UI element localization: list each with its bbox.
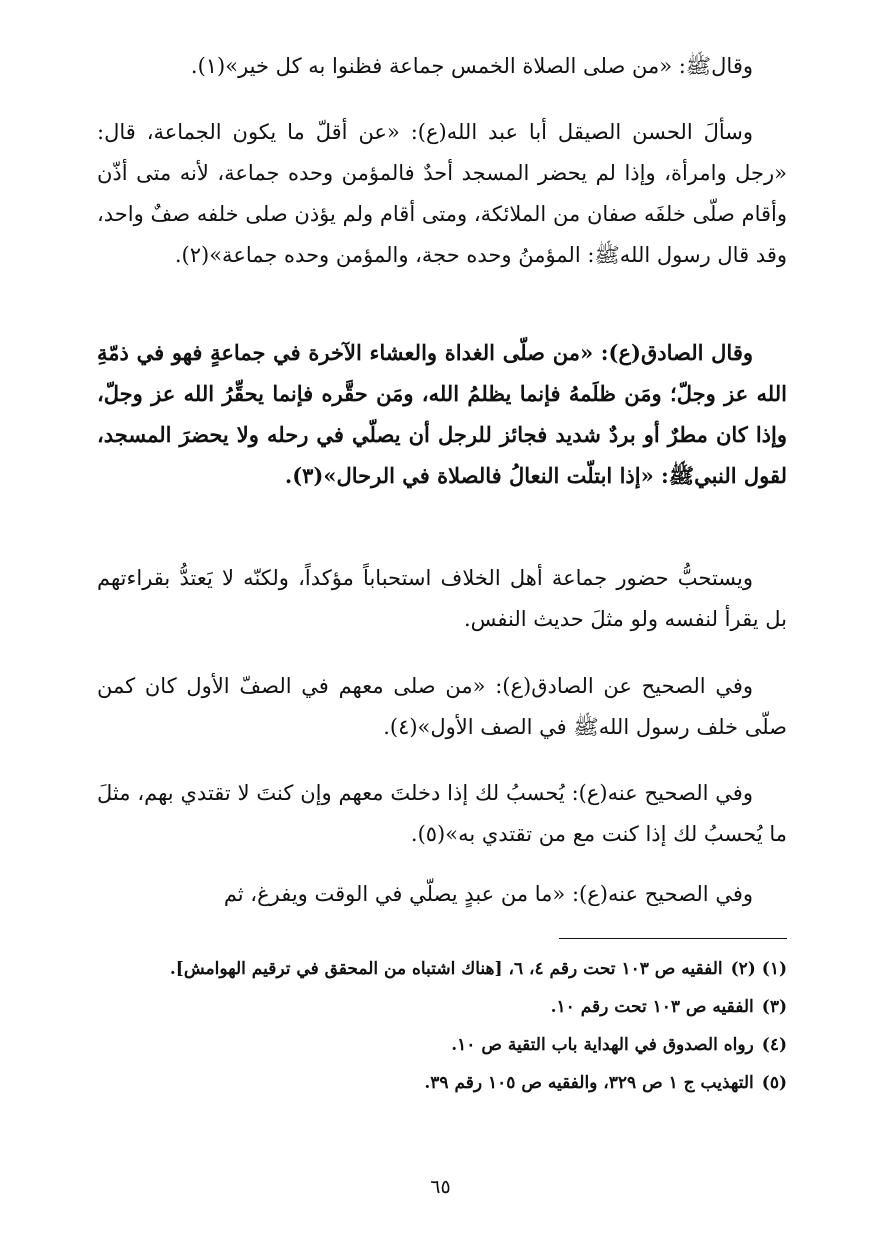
paragraph-5 (97, 666, 787, 748)
footnote-mark: (٥) (761, 1073, 787, 1093)
footnote-text: رواه الصدوق في الهداية باب التقية ص ١٠. (451, 1035, 754, 1055)
footnote-mark: (٤) (761, 1035, 787, 1055)
paragraph-3 (97, 332, 787, 496)
footnote-5 (97, 1068, 787, 1098)
footnote-4 (97, 1030, 787, 1060)
footnotes (97, 954, 787, 1106)
paragraph-1 (97, 46, 787, 87)
paragraph-2-text: وسألَ الحسن الصيقل أبا عبد الله(ع): «عن أقلّ ما يكون الجماعة، قال: «رجل وامرأة، وإذا لم يحضر المسجد أحدٌ فالمؤمن وحده جماعة، لأنه متى أذّن وأقام صلّى خلفَه صفان من الملائكة، ومتى أقام ولم يؤذن صلى خلفه صفٌ واحد، وقد قال رسول اللهﷺ: المؤمنُ وحده حجة، والمؤمن وحده جماعة»(٢). (97, 120, 787, 267)
paragraph-4-text: ويستحبُّ حضور جماعة أهل الخلاف استحباباً مؤكداً، ولكنّه لا يَعتدُّ بقراءتهم بل يقرأ لنفسه ولو مثلَ حديث النفس. (97, 566, 787, 631)
footnote-mark: (١) (٢) (730, 959, 787, 979)
footnote-mark: (٣) (761, 997, 787, 1017)
footnote-3 (97, 992, 787, 1022)
paragraph-6 (97, 773, 787, 855)
paragraph-2 (97, 112, 787, 276)
paragraph-3-text: وقال الصادق(ع): «من صلّى الغداة والعشاء الآخرة في جماعةٍ فهو في ذمّةِ الله عز وجلّ؛ ومَن ظلَمهُ فإنما يظلمُ الله، ومَن حقَّره فإنما يحقِّرُ الله عز وجلّ، وإذا كان مطرٌ أو بردٌ شديد فجائز للرجل أن يصلّي في رحله ولا يحضرَ المسجد، لقول النبيﷺ: «إذا ابتلّت النعالُ فالصلاة في الرحال»(٣). (97, 340, 787, 488)
footnote-separator (559, 938, 787, 939)
paragraph-7 (97, 874, 787, 915)
paragraph-1-text: وقالﷺ: «من صلى الصلاة الخمس جماعة فظنوا به كل خير»(١). (190, 54, 753, 78)
paragraph-4 (97, 558, 787, 640)
paragraph-6-text: وفي الصحيح عنه(ع): يُحسبُ لك إذا دخلتَ معهم وإن كنتَ لا تقتدي بهم، مثلَ ما يُحسبُ لك إذا كنت مع من تقتدي به»(٥). (97, 781, 787, 846)
paragraph-5-text: وفي الصحيح عن الصادق(ع): «من صلى معهم في الصفّ الأول كان كمن صلّى خلف رسول اللهﷺ في الصف الأول»(٤). (97, 674, 787, 739)
page-number: ٦٥ (430, 1176, 451, 1198)
paragraph-7-text: وفي الصحيح عنه(ع): «ما من عبدٍ يصلّي في الوقت ويفرغ، ثم (223, 882, 753, 906)
footnote-text: الفقيه ص ١٠٣ تحت رقم ٤، ٦، [هناك اشتباه من المحقق في ترقيم الهوامش]. (169, 959, 723, 979)
footnote-1-2 (97, 954, 787, 984)
footnote-text: التهذيب ج ١ ص ٣٢٩، والفقيه ص ١٠٥ رقم ٣٩. (424, 1073, 754, 1093)
footnote-text: الفقيه ص ١٠٣ تحت رقم ١٠. (550, 997, 754, 1017)
